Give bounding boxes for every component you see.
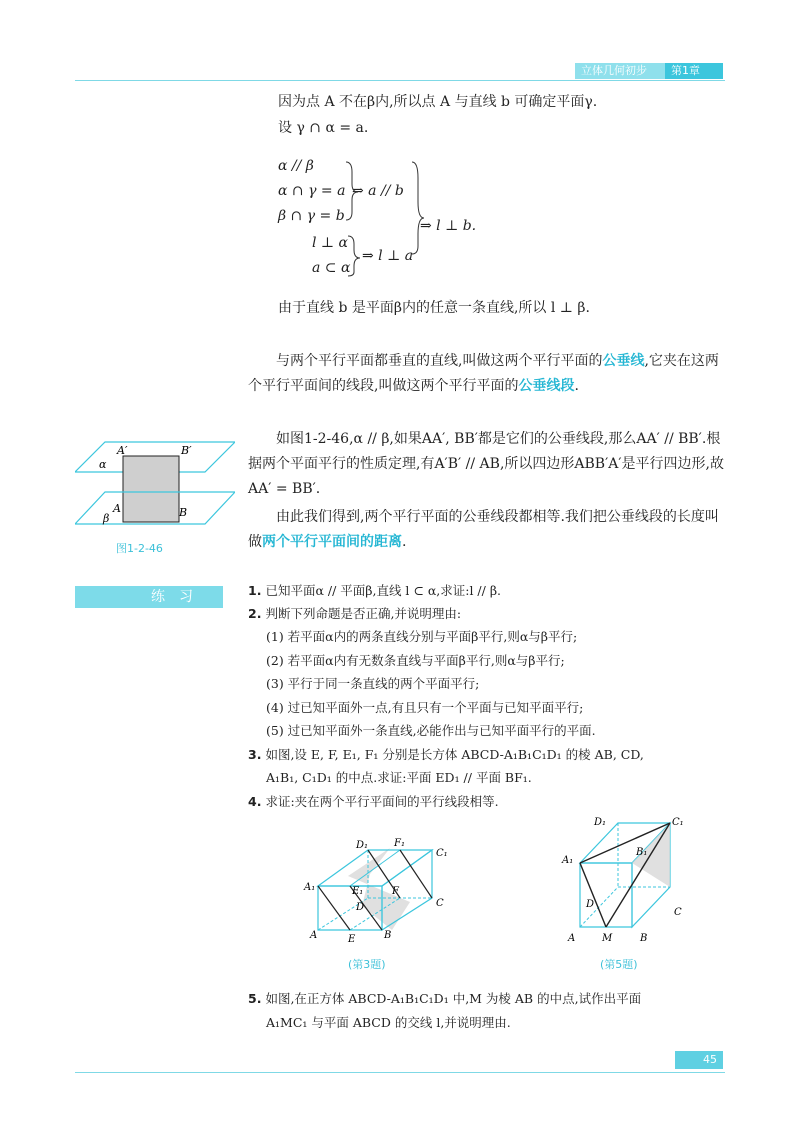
- page-number: 45: [675, 1051, 723, 1069]
- exercise-text-1: 已知平面α // 平面β,直线 l ⊂ α,求证:l // β.: [265, 583, 502, 598]
- label-alpha: α: [99, 458, 107, 471]
- fig3-label-e1: E₁: [352, 886, 364, 897]
- label-a: A: [113, 502, 121, 515]
- fig3-label-c: C: [436, 898, 444, 909]
- figure-caption-exercise-5: (第5题): [600, 958, 638, 971]
- exercise-line-9: A₁B₁, C₁D₁ 的中点.求证:平面 ED₁ // 平面 BF₁.: [266, 770, 532, 785]
- proof-row-2b: ⇒ a // b: [352, 183, 404, 199]
- label-b: B: [179, 506, 188, 519]
- exercise-line-1: [248, 580, 501, 602]
- fig3-label-f1: F₁: [394, 838, 405, 849]
- term-common-perpendicular: 公垂线: [602, 353, 645, 369]
- figure-caption-exercise-3: (第3题): [348, 958, 386, 971]
- fig3-label-a: A: [310, 930, 318, 941]
- parallelogram-abba: [123, 456, 179, 522]
- definition-paragraph: [248, 349, 728, 399]
- fig3-label-c1: C₁: [436, 848, 448, 859]
- header-rule: [75, 80, 725, 81]
- exercise-text-3: 如图,设 E, F, E₁, F₁ 分别是长方体 ABCD-A₁B₁C₁D₁ 的棱 AB, CD,: [265, 747, 644, 762]
- figure-exercise-3: [300, 838, 470, 958]
- proof-row-3b: ⇒ l ⊥ b.: [420, 218, 477, 234]
- fig5-label-a: A: [568, 933, 576, 944]
- exercise-line-6: (4) 过已知平面外一点,有且只有一个平面与已知平面平行;: [266, 700, 584, 715]
- exercise-line-7: (5) 过已知平面外一条直线,必能作出与已知平面平行的平面.: [266, 723, 596, 738]
- exercise-5-line-2: A₁MC₁ 与平面 ABCD 的交线 l,并说明理由.: [266, 1015, 511, 1030]
- proof-row-5: a ⊂ α: [312, 260, 351, 276]
- proof-row-3: β ∩ γ = b: [278, 208, 345, 224]
- fig3-label-e: E: [348, 934, 356, 945]
- exercise-line-5: (3) 平行于同一条直线的两个平面平行;: [266, 676, 480, 691]
- fig5-label-c: C: [674, 907, 682, 918]
- fig5-label-b: B: [640, 933, 648, 944]
- fig3-label-f: F: [392, 886, 399, 897]
- exercise-text-5: 如图,在正方体 ABCD-A₁B₁C₁D₁ 中,M 为棱 AB 的中点,试作出平面: [265, 991, 642, 1006]
- fig3-label-d: D: [356, 902, 365, 913]
- proof-conclusion: 由于直线 b 是平面β内的任意一条直线,所以 l ⊥ β.: [278, 300, 590, 316]
- figure-exercise-5: [560, 815, 690, 945]
- exercise-num-5: 5.: [248, 991, 262, 1006]
- term-distance-between-planes: 两个平行平面间的距离: [262, 534, 402, 550]
- exercise-num-3: 3.: [248, 747, 262, 762]
- header-chapter-label: 第1章: [665, 63, 723, 79]
- definition-text-b: ,它夹在这两个平行平面间的线段,叫做这两个平行平面的: [248, 353, 719, 394]
- exercise-num-4: 4.: [248, 794, 262, 809]
- proof-row-45: ⇒ l ⊥ a: [362, 248, 414, 264]
- proof-braces: [340, 158, 430, 278]
- definition-text-c: .: [574, 378, 579, 394]
- fig3-label-a1: A₁: [304, 882, 316, 893]
- figure-caption-main: 图1-2-46: [116, 542, 163, 555]
- distance-paragraph: [248, 505, 728, 555]
- exercise-text-4: 求证:夹在两个平行平面间的平行线段相等.: [265, 794, 499, 809]
- exercise-line-2: [248, 603, 461, 625]
- fig5-label-a1: A₁: [562, 855, 574, 866]
- proof-row-1: α // β: [278, 158, 314, 174]
- fig5-label-d1: D₁: [594, 817, 607, 828]
- fig5-label-c1: C₁: [672, 817, 684, 828]
- exercise-line-8: [248, 744, 644, 766]
- fig3-label-d1: D₁: [356, 840, 369, 851]
- proof-line-1: 因为点 A 不在β内,所以点 A 与直线 b 可确定平面γ.: [278, 94, 598, 110]
- exercise-num-1: 1.: [248, 583, 262, 598]
- proof-line-2: 设 γ ∩ α = a.: [278, 120, 369, 136]
- fig5-label-d: D: [586, 899, 595, 910]
- footer-rule: [75, 1072, 725, 1073]
- label-b-prime: B′: [181, 444, 192, 457]
- exercise-line-4: (2) 若平面α内有无数条直线与平面β平行,则α与β平行;: [266, 653, 565, 668]
- figure-parallel-planes: [75, 432, 235, 537]
- distance-text-b: .: [402, 534, 407, 550]
- exercise-num-2: 2.: [248, 606, 262, 621]
- proof-row-4: l ⊥ α: [312, 235, 348, 251]
- header-section-label: 立体几何初步: [575, 63, 675, 79]
- exercise-line-10: [248, 791, 499, 813]
- label-beta: β: [103, 512, 110, 525]
- exercise-5-line-1: [248, 988, 641, 1010]
- exercise-line-3: (1) 若平面α内的两条直线分别与平面β平行,则α与β平行;: [266, 629, 578, 644]
- exercise-text-2: 判断下列命题是否正确,并说明理由:: [265, 606, 462, 621]
- proof-row-2: α ∩ γ = a: [278, 183, 346, 199]
- term-common-perpendicular-segment: 公垂线段: [518, 378, 575, 394]
- fig3-label-b: B: [384, 930, 392, 941]
- example-paragraph: 如图1-2-46,α // β,如果AA′, BB′都是它们的公垂线段,那么AA′ // BB′.根据两个平面平行的性质定理,有A′B′ // AB,所以四边形ABB′A′是平行四边形,故AA′ = BB′.: [248, 431, 724, 497]
- label-a-prime: A′: [117, 444, 128, 457]
- definition-text-a: 与两个平行平面都垂直的直线,叫做这两个平行平面的: [276, 353, 603, 369]
- practice-banner: 练习: [75, 586, 223, 608]
- fig5-label-b1: B₁: [636, 847, 648, 858]
- fig5-label-m: M: [602, 933, 613, 944]
- distance-text-a: 由此我们得到,两个平行平面的公垂线段都相等.我们把公垂线段的长度叫做: [248, 509, 719, 550]
